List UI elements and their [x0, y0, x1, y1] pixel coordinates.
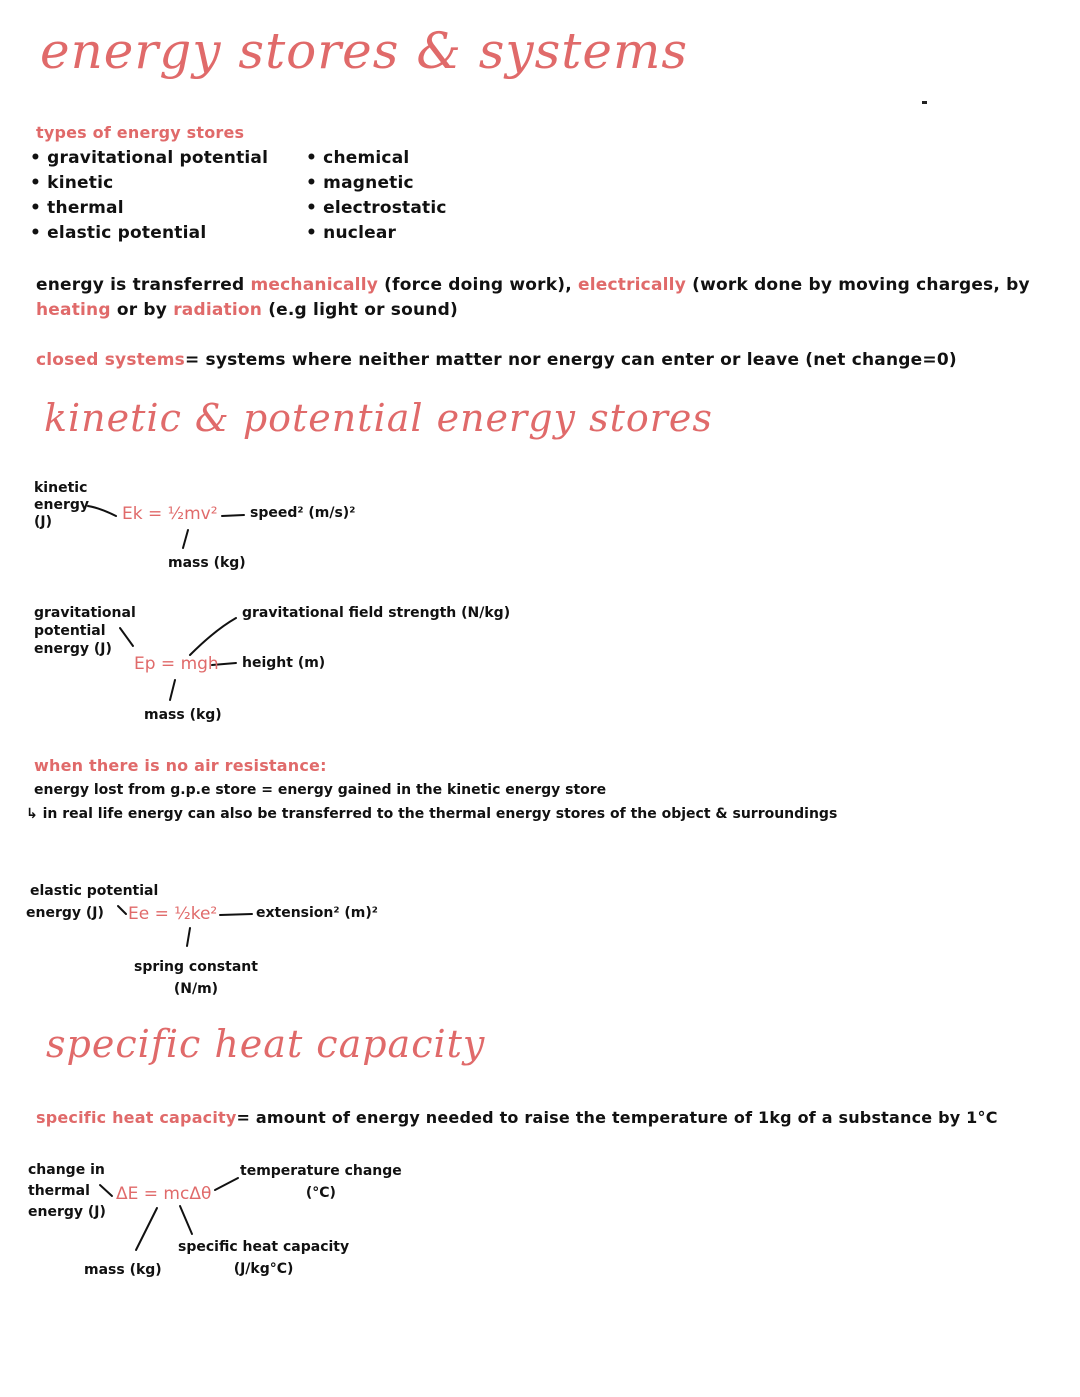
- gpe-formula: Ep = mgh: [134, 654, 219, 674]
- label-line: (N/m): [173, 981, 219, 997]
- closed-systems-term: closed systems: [36, 350, 185, 370]
- air-resistance-line-1: energy lost from g.p.e store = energy gained in the kinetic energy store: [34, 782, 607, 798]
- text-run: (force doing work),: [378, 275, 578, 295]
- list-item: • chemical: [306, 148, 410, 168]
- highlight-heating: heating: [36, 300, 111, 320]
- list-item: • nuclear: [306, 223, 397, 243]
- height-label: height (m): [242, 655, 326, 671]
- label-line: energy (J): [26, 905, 104, 921]
- label-line: gravitational: [34, 605, 136, 621]
- transfer-line-2: [36, 300, 458, 320]
- label-line: energy: [34, 497, 90, 513]
- shc-term: specific heat capacity: [36, 1108, 237, 1127]
- transfer-line-1: [36, 275, 1030, 295]
- list-item: • thermal: [30, 198, 124, 218]
- label-line: energy (J): [28, 1204, 106, 1220]
- speed-label: speed² (m/s)²: [250, 505, 356, 521]
- label-line: (J/kg°C): [233, 1261, 294, 1277]
- text-run: energy is transferred: [36, 275, 251, 295]
- highlight-electrically: electrically: [577, 275, 686, 295]
- text-run: or by: [110, 300, 174, 320]
- list-item: • magnetic: [306, 173, 414, 193]
- stray-mark: [922, 101, 927, 104]
- energy-stores-right-list: [306, 146, 447, 246]
- definition-text: = systems where neither matter nor energy can enter or leave (net change=0): [184, 350, 957, 370]
- kinetic-energy-formula: Ek = ½mv²: [122, 504, 218, 524]
- highlight-radiation: radiation: [173, 300, 263, 320]
- energy-stores-left-list: [30, 146, 268, 246]
- epe-formula: Ee = ½ke²: [128, 904, 218, 924]
- air-resistance-line-2: ↳ in real life energy can also be transferred to the thermal energy stores of the object & surroundings: [26, 806, 838, 822]
- extension-label: extension² (m)²: [256, 905, 378, 921]
- label-line: (°C): [305, 1185, 336, 1201]
- label-line: elastic potential: [30, 883, 159, 899]
- shc-definition: [36, 1108, 998, 1127]
- label-line: spring constant: [134, 959, 258, 975]
- label-line: kinetic: [34, 480, 88, 496]
- closed-systems-definition: [36, 350, 957, 370]
- mass-label: mass (kg): [84, 1262, 162, 1278]
- section-heading-specific-heat: specific heat capacity: [46, 1022, 486, 1066]
- field-strength-label: gravitational field strength (N/kg): [242, 605, 511, 621]
- mass-label: mass (kg): [168, 555, 246, 571]
- temperature-change-label: [240, 1160, 402, 1204]
- label-line: thermal: [28, 1183, 90, 1199]
- label-line: (J): [34, 514, 53, 530]
- text-run: (e.g light or sound): [262, 300, 458, 320]
- spring-constant-label: [134, 956, 258, 1000]
- list-item: • electrostatic: [306, 198, 447, 218]
- kinetic-energy-label: [34, 480, 89, 531]
- list-item: • kinetic: [30, 173, 114, 193]
- gpe-label: [34, 604, 136, 658]
- label-line: energy (J): [34, 641, 112, 657]
- energy-stores-heading: types of energy stores: [36, 123, 245, 142]
- text-run: (work done by moving charges, by: [685, 275, 1030, 295]
- label-line: change in: [28, 1162, 105, 1178]
- label-line: potential: [34, 623, 106, 639]
- page-title: energy stores & systems: [40, 22, 689, 80]
- shc-formula: ΔE = mcΔθ: [116, 1184, 212, 1204]
- list-item: • gravitational potential: [30, 148, 269, 168]
- list-item: • elastic potential: [30, 223, 207, 243]
- definition-text: = amount of energy needed to raise the temperature of 1kg of a substance by 1°C: [236, 1108, 998, 1127]
- air-resistance-heading: when there is no air resistance:: [34, 756, 327, 775]
- section-heading-kinetic-potential: kinetic & potential energy stores: [44, 396, 713, 440]
- label-line: specific heat capacity: [178, 1239, 350, 1255]
- mass-label: mass (kg): [144, 707, 222, 723]
- highlight-mechanically: mechanically: [250, 275, 379, 295]
- shc-units-label: [178, 1236, 349, 1280]
- thermal-energy-label: [28, 1160, 106, 1223]
- label-line: temperature change: [240, 1163, 402, 1179]
